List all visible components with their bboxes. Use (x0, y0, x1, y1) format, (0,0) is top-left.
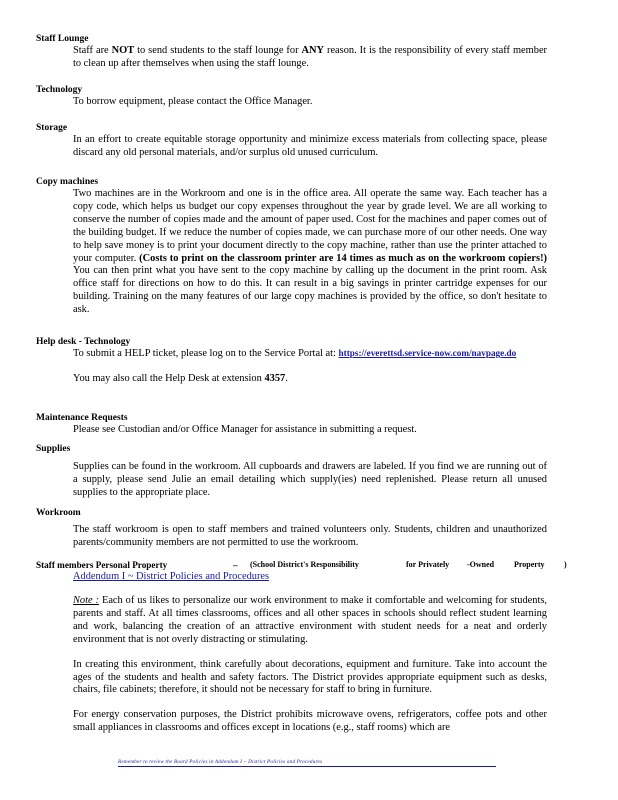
heading-supplies: Supplies (36, 444, 71, 454)
footer-reminder-link[interactable]: Remember to review the Board Policies in Addendum I ~ District Policies and Procedures (118, 759, 496, 767)
heading-copy-machines: Copy machines (36, 177, 99, 187)
personal-heading-dash: – (233, 560, 238, 570)
heading-help-desk: Help desk - Technology (36, 337, 131, 347)
personal-heading-main: Staff members Personal Property (36, 560, 168, 570)
lounge-text-a: Staff are (73, 45, 112, 56)
heading-personal-property (36, 559, 567, 571)
paragraph-staff-lounge (73, 45, 547, 71)
heading-workroom: Workroom (36, 508, 81, 518)
paragraph-personal-property (73, 595, 547, 735)
personal-p2: In creating this environment, think carefully about decorations, equipment and furniture. Take into account the ages of the students and health and safety factors. The District provides appropriate equipment such as desks, chairs, file cabinets; therefore, it should not be necessary for staff to bring in furniture. (73, 658, 547, 696)
paragraph-maintenance: Please see Custodian and/or Office Manager for assistance in submitting a request. (73, 424, 417, 435)
heading-staff-lounge: Staff Lounge (36, 34, 89, 44)
heading-storage: Storage (36, 123, 68, 133)
lounge-text-not: NOT (111, 45, 135, 56)
paragraph-help-desk (73, 347, 547, 386)
personal-heading-property: Property (514, 560, 545, 569)
lounge-text-any: ANY (301, 45, 325, 56)
service-portal-link[interactable]: https://everettsd.service-now.com/navpage.do (338, 348, 517, 358)
heading-maintenance: Maintenance Requests (36, 413, 128, 423)
note-label: Note : (73, 595, 100, 606)
personal-p3: For energy conservation purposes, the District prohibits microwave ovens, refrigerators, coffee pots and other small appliances in classrooms and offices except in locations (e.g., staff rooms) which are (73, 709, 547, 734)
personal-p1: Each of us likes to personalize our work environment to make it comfortable and welcoming for students, parents and staff. At all times classrooms, offices and all other spaces in schools should reflect student learning and work, balancing the creation of an attractive environment with student needs for a neat and orderly environment that is not overly distracting or stimulating. (73, 595, 547, 645)
paragraph-copy-machines (73, 188, 547, 317)
help-desk-line-2 (73, 373, 547, 386)
copy-text-b: You can then print what you have sent to the copy machine by calling up the document in the print room. Ask office staff for directions on how to do this. It can result in a big savings in printer cartridge expenses for our building. Training on the many features of our large copy machines is provided by the office, so don't hesitate to ask. (73, 265, 547, 316)
lounge-text-b: to send students to the staff lounge for (134, 45, 302, 56)
paragraph-technology: To borrow equipment, please contact the Office Manager. (73, 96, 313, 107)
copy-text-a: Two machines are in the Workroom and one is in the office area. All operate the same way. Each teacher has a copy code, which helps us budget our copy expenses throughout the year by grade level. We are all working to conserve the number of copies made and the amount of paper used. Cost for the machines and paper comes out of the building budget. If we reduce the number of copies made, we can purchase more of our other needs. One way to help save money is to print your document directly to the copy machine, rather than use the printer attached to your computer. (73, 188, 547, 264)
heading-technology: Technology (36, 85, 83, 95)
help-desk-text-c: . (285, 372, 288, 384)
paragraph-supplies: Supplies can be found in the workroom. All cupboards and drawers are labeled. If you find we are running out of a supply, please send Julie an email detailing which supply(ies) need replenished. Please return all unused supplies to the appropriate place. (73, 461, 547, 498)
help-desk-text-b: You may also call the Help Desk at extension (73, 372, 265, 384)
copy-text-bold: (Costs to print on the classroom printer are 14 times as much as on the workroom copiers!) (139, 252, 547, 264)
lounge-text-c: reason. It is the responsibility of every staff member to clean up after themselves when using the staff lounge. (73, 45, 548, 69)
addendum-link-line (73, 571, 547, 584)
help-desk-line-1 (73, 347, 547, 361)
help-desk-extension: 4357 (264, 372, 286, 384)
addendum-link[interactable]: Addendum I ~ District Policies and Procedures (73, 571, 270, 582)
personal-note-paragraph (73, 595, 547, 647)
paragraph-storage: In an effort to create equitable storage opportunity and minimize excess materials from collecting space, please discard any old personal materials, and/or surplus old unused curriculum. (73, 134, 547, 158)
paragraph-workroom: The staff workroom is open to staff members and trained volunteers only. Students, children and unauthorized parents/community members are not permitted to use the workroom. (73, 524, 547, 548)
personal-heading-for: for Privately (406, 560, 450, 569)
personal-heading-school: (School District's Responsibility (250, 560, 359, 569)
personal-heading-owned: -Owned (467, 560, 495, 569)
personal-heading-close: ) (564, 560, 567, 569)
help-desk-text-a: To submit a HELP ticket, please log on to the Service Portal at: (73, 348, 339, 359)
